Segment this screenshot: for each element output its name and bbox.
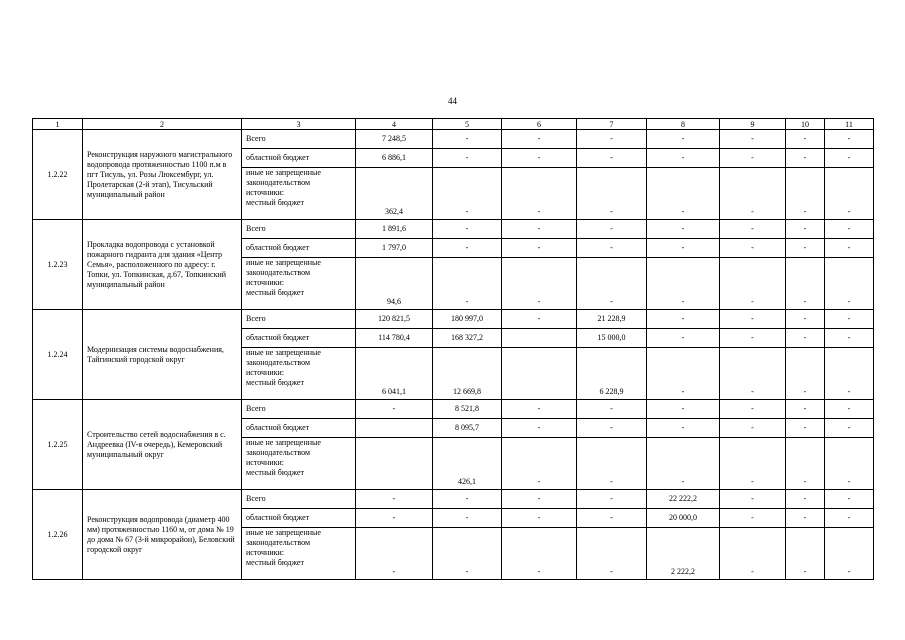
value-cell: -: [825, 310, 874, 329]
value-cell: -: [647, 348, 720, 400]
source-label-total: Всего: [242, 130, 356, 149]
value-cell: -: [647, 239, 720, 258]
value-cell: 120 821,5: [356, 310, 433, 329]
value-cell: -: [720, 329, 786, 348]
value-cell: 1 797,0: [356, 239, 433, 258]
value-cell: -: [825, 419, 874, 438]
value-cell: -: [502, 310, 577, 329]
value-cell: -: [825, 348, 874, 400]
value-cell: -: [577, 400, 647, 419]
value-cell: 6 228,9: [577, 348, 647, 400]
value-cell: -: [647, 149, 720, 168]
value-cell: 21 228,9: [577, 310, 647, 329]
value-cell: -: [433, 130, 502, 149]
value-cell: -: [502, 509, 577, 528]
item-code: 1.2.23: [33, 220, 83, 310]
source-label-line: иные не запрещенные: [246, 258, 321, 267]
source-label-line: источники:: [246, 368, 284, 377]
item-code: 1.2.24: [33, 310, 83, 400]
value-cell: -: [577, 438, 647, 490]
value-cell: -: [433, 168, 502, 220]
source-label-line: законодательством: [246, 358, 311, 367]
value-cell: -: [577, 490, 647, 509]
source-label-local: местный бюджет: [246, 198, 304, 207]
page-number: 44: [448, 96, 457, 106]
source-label-other: [242, 168, 356, 220]
value-cell: -: [502, 438, 577, 490]
source-label-other: [242, 438, 356, 490]
value-cell: 15 000,0: [577, 329, 647, 348]
value-cell: -: [577, 220, 647, 239]
table-row: [33, 220, 874, 239]
header-cell: 8: [647, 119, 720, 130]
value-cell: -: [825, 220, 874, 239]
source-label-regional: областной бюджет: [242, 419, 356, 438]
source-label-line: иные не запрещенные: [246, 528, 321, 537]
source-label-local: местный бюджет: [246, 288, 304, 297]
header-row: [33, 119, 874, 130]
source-label-line: источники:: [246, 458, 284, 467]
value-cell: -: [356, 400, 433, 419]
value-cell: -: [647, 400, 720, 419]
value-cell: -: [433, 528, 502, 580]
source-label-other: [242, 258, 356, 310]
value-cell: -: [502, 400, 577, 419]
item-name: Реконструкция наружного магистрального водопровода протяженностью 1100 п.м в пгт Тисуль, ул. Розы Люксембург, ул. Пролетарская (2-й этап), Тисульский муниципальный район: [83, 130, 242, 220]
source-label-regional: областной бюджет: [242, 149, 356, 168]
value-cell: -: [577, 509, 647, 528]
item-name: Прокладка водопровода с установкой пожарного гидранта для здания «Центр Семья», расположенного по адресу: г. Топки, ул. Топкинская, д.67, Топкинский муниципальный район: [83, 220, 242, 310]
item-name: Модернизация системы водоснабжения, Тайгинский городской округ: [83, 310, 242, 400]
value-cell: -: [720, 239, 786, 258]
value-cell: -: [433, 239, 502, 258]
source-label-line: законодательством: [246, 448, 311, 457]
source-label-line: иные не запрещенные: [246, 168, 321, 177]
value-cell: -: [786, 149, 825, 168]
value-cell: -: [356, 509, 433, 528]
value-cell: -: [786, 239, 825, 258]
value-cell: -: [502, 130, 577, 149]
value-cell: -: [825, 329, 874, 348]
value-cell: 114 780,4: [356, 329, 433, 348]
value-cell: -: [786, 490, 825, 509]
value-cell: -: [502, 168, 577, 220]
value-cell: -: [825, 149, 874, 168]
value-cell: -: [502, 490, 577, 509]
value-cell: -: [786, 220, 825, 239]
value-cell: 180 997,0: [433, 310, 502, 329]
value-cell: -: [720, 400, 786, 419]
value-cell: -: [786, 438, 825, 490]
value-cell: -: [577, 149, 647, 168]
value-cell: -: [786, 348, 825, 400]
value-cell: -: [647, 168, 720, 220]
source-label-line: иные не запрещенные: [246, 438, 321, 447]
value-cell: 6 886,1: [356, 149, 433, 168]
value-cell: -: [356, 528, 433, 580]
item-name: Строительство сетей водоснабжения в с. Андреевка (IV-я очередь), Кемеровский муниципальный округ: [83, 400, 242, 490]
value-cell: -: [577, 168, 647, 220]
value-cell: -: [720, 509, 786, 528]
value-cell: -: [502, 419, 577, 438]
header-cell: 5: [433, 119, 502, 130]
value-cell: 2 222,2: [647, 528, 720, 580]
value-cell: -: [502, 239, 577, 258]
value-cell: -: [720, 168, 786, 220]
value-cell: -: [647, 438, 720, 490]
value-cell: -: [825, 490, 874, 509]
source-label-total: Всего: [242, 310, 356, 329]
value-cell: 426,1: [433, 438, 502, 490]
header-cell: 4: [356, 119, 433, 130]
header-cell: 10: [786, 119, 825, 130]
value-cell: -: [720, 310, 786, 329]
value-cell: -: [786, 528, 825, 580]
value-cell: -: [647, 258, 720, 310]
value-cell: -: [786, 168, 825, 220]
value-cell: -: [786, 130, 825, 149]
value-cell: 94,6: [356, 258, 433, 310]
header-cell: 7: [577, 119, 647, 130]
table-row: [33, 400, 874, 419]
value-cell: [502, 348, 577, 400]
value-cell: -: [825, 509, 874, 528]
value-cell: -: [786, 400, 825, 419]
value-cell: -: [433, 258, 502, 310]
value-cell: -: [502, 220, 577, 239]
value-cell: -: [720, 149, 786, 168]
value-cell: 1 891,6: [356, 220, 433, 239]
source-label-line: иные не запрещенные: [246, 348, 321, 357]
value-cell: -: [825, 130, 874, 149]
value-cell: -: [577, 528, 647, 580]
value-cell: -: [647, 310, 720, 329]
source-label-local: местный бюджет: [246, 378, 304, 387]
value-cell: -: [647, 329, 720, 348]
source-label-line: источники:: [246, 188, 284, 197]
value-cell: -: [786, 310, 825, 329]
value-cell: -: [786, 419, 825, 438]
value-cell: -: [433, 509, 502, 528]
header-cell: 11: [825, 119, 874, 130]
source-label-other: [242, 348, 356, 400]
value-cell: -: [647, 130, 720, 149]
value-cell: [502, 329, 577, 348]
source-label-total: Всего: [242, 400, 356, 419]
source-label-total: Всего: [242, 490, 356, 509]
header-cell: 3: [242, 119, 356, 130]
item-code: 1.2.22: [33, 130, 83, 220]
value-cell: -: [502, 258, 577, 310]
value-cell: -: [577, 258, 647, 310]
value-cell: -: [825, 438, 874, 490]
value-cell: -: [433, 490, 502, 509]
header-cell: 9: [720, 119, 786, 130]
value-cell: -: [433, 220, 502, 239]
source-label-regional: областной бюджет: [242, 509, 356, 528]
value-cell: [356, 438, 433, 490]
source-label-other: [242, 528, 356, 580]
value-cell: -: [502, 528, 577, 580]
value-cell: -: [720, 348, 786, 400]
value-cell: -: [720, 490, 786, 509]
value-cell: -: [647, 419, 720, 438]
value-cell: -: [786, 329, 825, 348]
value-cell: -: [577, 130, 647, 149]
value-cell: -: [720, 419, 786, 438]
item-code: 1.2.26: [33, 490, 83, 580]
header-cell: 2: [83, 119, 242, 130]
value-cell: 362,4: [356, 168, 433, 220]
item-name: Реконструкция водопровода (диаметр 400 мм) протяженностью 1160 м, от дома № 19 до дома № 67 (3-й микрорайон), Беловский городской округ: [83, 490, 242, 580]
value-cell: 12 669,8: [433, 348, 502, 400]
source-label-local: местный бюджет: [246, 558, 304, 567]
value-cell: 7 248,5: [356, 130, 433, 149]
table-row: [33, 130, 874, 149]
budget-table: [32, 118, 874, 580]
value-cell: -: [825, 258, 874, 310]
value-cell: -: [720, 528, 786, 580]
source-label-line: законодательством: [246, 268, 311, 277]
value-cell: -: [825, 528, 874, 580]
value-cell: -: [825, 168, 874, 220]
source-label-line: источники:: [246, 548, 284, 557]
value-cell: -: [502, 149, 577, 168]
value-cell: -: [786, 509, 825, 528]
value-cell: -: [825, 400, 874, 419]
source-label-regional: областной бюджет: [242, 239, 356, 258]
item-code: 1.2.25: [33, 400, 83, 490]
value-cell: -: [647, 220, 720, 239]
source-label-local: местный бюджет: [246, 468, 304, 477]
value-cell: 6 041,1: [356, 348, 433, 400]
header-cell: 6: [502, 119, 577, 130]
value-cell: [356, 419, 433, 438]
value-cell: 8 095,7: [433, 419, 502, 438]
table-row: [33, 490, 874, 509]
value-cell: -: [720, 130, 786, 149]
value-cell: 8 521,8: [433, 400, 502, 419]
value-cell: -: [786, 258, 825, 310]
value-cell: -: [356, 490, 433, 509]
source-label-line: законодательством: [246, 538, 311, 547]
source-label-regional: областной бюджет: [242, 329, 356, 348]
value-cell: -: [720, 258, 786, 310]
table-row: [33, 310, 874, 329]
value-cell: -: [577, 419, 647, 438]
value-cell: -: [433, 149, 502, 168]
value-cell: 168 327,2: [433, 329, 502, 348]
value-cell: -: [825, 239, 874, 258]
value-cell: 20 000,0: [647, 509, 720, 528]
value-cell: -: [577, 239, 647, 258]
source-label-line: законодательством: [246, 178, 311, 187]
source-label-line: источники:: [246, 278, 284, 287]
header-cell: 1: [33, 119, 83, 130]
value-cell: -: [720, 438, 786, 490]
value-cell: -: [720, 220, 786, 239]
value-cell: 22 222,2: [647, 490, 720, 509]
source-label-total: Всего: [242, 220, 356, 239]
